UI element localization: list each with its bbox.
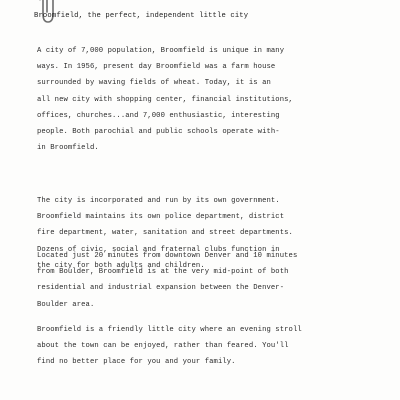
paragraph-line: about the town can be enjoyed, rather than feared. You'll xyxy=(37,342,289,351)
paragraph-3 xyxy=(37,248,297,313)
paragraph-line: the city for both adults and children. xyxy=(37,261,205,270)
paragraph-line: in Broomfield. xyxy=(37,144,99,153)
paragraph-line: from Boulder, Broomfield is at the very mid-point of both xyxy=(37,268,289,277)
paragraph-line: surrounded by waving fields of wheat. Today, it is an xyxy=(37,79,271,88)
paragraph-1 xyxy=(37,43,293,156)
paragraph-line: fire department, water, sanitation and street departments. xyxy=(37,229,293,238)
paragraph-line: residential and industrial expansion between the Denver- xyxy=(37,284,285,293)
document-title: Broomfield, the perfect, independent little city xyxy=(34,12,249,20)
paragraph-line: Boulder area. xyxy=(37,300,95,309)
paragraph-line: Dozens of civic, social and fraternal clubs function in xyxy=(37,245,280,254)
paragraph-line: A city of 7,000 population, Broomfield is unique in many xyxy=(37,47,285,55)
paragraph-line: Broomfield is a friendly little city where an evening stroll xyxy=(37,326,302,334)
paragraph-line: The city is incorporated and run by its own government. xyxy=(37,197,280,205)
paragraph-4 xyxy=(37,322,302,371)
paragraph-line: Located just 20 minutes from downtown Denver and 10 minutes xyxy=(37,252,298,260)
paragraph-line: ways. In 1956, present day Broomfield was a farm house xyxy=(37,63,276,72)
paragraph-line: all new city with shopping center, financial institutions, xyxy=(37,95,293,104)
paragraph-line: Broomfield maintains its own police department, district xyxy=(37,213,285,222)
paragraph-line: people. Both parochial and public schools operate with- xyxy=(37,127,280,136)
paragraph-line: find no better place for you and your family. xyxy=(37,358,236,367)
paragraph-line: offices, churches...and 7,000 enthusiastic, interesting xyxy=(37,111,280,120)
